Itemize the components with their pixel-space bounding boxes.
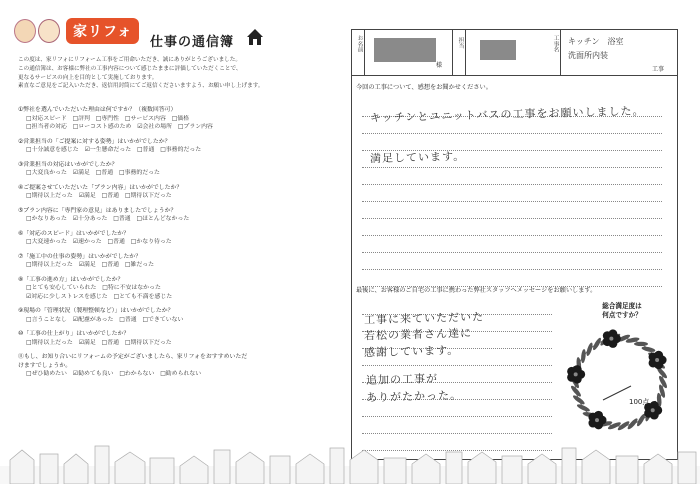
answer-options[interactable]: □期待以上だった ☑満足 □普通 □期待以下だった	[26, 339, 172, 346]
answer-options[interactable]: □期待以上だった ☑満足 □普通 □期待以下だった	[26, 193, 172, 199]
answer-options[interactable]: □期待以上だった ☑満足 □普通 □雑だった	[26, 262, 155, 268]
answer-options[interactable]: □かなりあった ☑十分あった □普通 □ほとんどなかった	[26, 216, 190, 222]
rating-value: 100点	[629, 398, 650, 406]
section1-comment-2: 満足しています。	[369, 149, 466, 166]
rating-title-line-1: 総合満足度は	[602, 302, 642, 310]
answer-options[interactable]: □大変良かった ☑満足 □普通 □事務的だった	[26, 170, 160, 176]
answer-options[interactable]: □対応スピード □評判 □専門性 □サービス内容 □価格 □担当者の対応 □ローコスト感のため ☑会社の場所 □プラン内容	[26, 115, 213, 130]
question-2	[18, 138, 338, 155]
wreath-leaf	[641, 346, 656, 353]
wreath-flower	[588, 411, 606, 430]
logo-text: 家リフォ	[66, 18, 139, 44]
page-title: 仕事の通信簿	[150, 35, 235, 50]
question-text: ⑧「工事の進め方」はいかがでしたか？	[18, 276, 124, 283]
section2-msg-2: 若松の業者さん達に	[363, 326, 473, 343]
section2-msg-5: ありがたかった。	[365, 388, 463, 405]
question-text: ②営業担当の「ご提案に対する姿勢」はいかがでしたか？	[18, 138, 171, 145]
redacted-staff	[480, 40, 516, 60]
rating-slash	[603, 386, 631, 400]
question-text: ⑤プラン内容に「専門家の意見」はありましたでしょうか？	[18, 207, 177, 214]
section1-comment-1: キッチンとユニットバスの工事をお願いしました。	[369, 104, 645, 125]
question-text: ⑪もし、お知り合いにリフォームの予定がございましたら、家リフォをおすすめいただ けますでしょうか。	[18, 354, 248, 369]
townscape-footer	[0, 436, 700, 484]
wreath-leaf	[576, 403, 591, 413]
section2-prompt: 最後に、お客様のご自宅の工事に携わった弊社スタッフへメッセージをお願いします。	[356, 287, 597, 294]
rating-title	[577, 302, 667, 320]
company-logo	[14, 14, 154, 48]
question-8	[18, 276, 338, 302]
section1-lines	[362, 100, 662, 287]
tanto-label: 担当	[457, 37, 463, 49]
answer-options[interactable]: □ぜひ勧めたい ☑勧めても良い □わからない □勧められない	[26, 371, 202, 377]
wreath-leaf	[580, 349, 586, 363]
section2-msg-3: 感謝しています。	[363, 343, 460, 360]
name-label: お名前	[356, 35, 362, 53]
question-text: ③営業担当の対応はいかがでしたか？	[18, 161, 118, 168]
redacted-name	[374, 38, 436, 62]
customer-header	[352, 30, 677, 76]
question-10	[18, 330, 338, 347]
question-text: ⑨現場の「管理状況（製理整頓など）」はいかがでしたか？	[18, 308, 174, 314]
mascot-icon	[14, 19, 36, 43]
answer-options[interactable]: □十分誠意を感じた ☑一生懸命だった □普通 □事務的だった	[26, 147, 202, 153]
question-text: ⑥「対応のスピード」はいかがでしたか？	[18, 230, 130, 237]
question-text: ⑩「工事の仕上がり」はいかがでしたか？	[18, 331, 130, 337]
house-icon	[246, 28, 264, 46]
wreath-flowers	[567, 329, 666, 429]
answer-options[interactable]: □言うことなし ☑配慮があった □普通 □できていない	[26, 316, 184, 323]
answer-options[interactable]: □大変速かった ☑速かった □普通 □かなり待った	[26, 239, 172, 245]
intro-text: この度は、家リフォにリフォーム工事をご用命いただき、誠にありがとうございました。 この通信簿は、お客様に弊社の工事内容について感じたままに評価していただくことで、 更なるサービスの向上を目的として実施しております。 素直なご意見をご記入いただき、返信用封筒にてご返信くださいますよう、お願い申し上げます。	[18, 57, 264, 90]
wreath-leaf	[585, 342, 594, 357]
wreath-flower	[567, 365, 585, 384]
question-5	[18, 207, 338, 224]
answer-options[interactable]: □とても安心していられた □特に不安はなかった ☑対応に少しストレスを感じた □とても不満を感じた	[26, 285, 173, 300]
question-7	[18, 253, 338, 270]
question-6	[18, 230, 338, 247]
question-4	[18, 184, 338, 201]
sama-label: 様	[436, 62, 443, 69]
question-9	[18, 307, 338, 324]
mascot-icon	[38, 19, 60, 43]
question-3	[18, 161, 338, 178]
section2-msg-1: 工事に来ていただいた	[363, 310, 485, 327]
section2-msg-4: 追加の工事が	[365, 372, 439, 387]
question-11	[18, 353, 338, 379]
question-text: ⑦「施工中の仕事の姿勢」はいかがでしたか？	[18, 253, 142, 260]
question-text: ④ご提案させていただいた「プラン内容」はいかがでしたか？	[18, 184, 183, 191]
koji-value-1: キッチン 浴室	[568, 37, 624, 46]
koji-label: 工事名	[552, 35, 558, 53]
question-1	[18, 106, 338, 132]
koji-value-2: 洗面所内装	[568, 51, 608, 60]
wreath-flower	[603, 329, 621, 348]
rating-title-line-2: 何点ですか？	[602, 311, 642, 319]
wreath-rating	[557, 320, 681, 444]
section1-prompt: 今回の工事について、感想をお聞かせください。	[356, 84, 492, 91]
koji-suffix: 工事	[652, 66, 665, 73]
wreath-leaf	[634, 342, 648, 346]
question-text: ①弊社を選んでいただいた理由は何ですか？（複数回答可）	[18, 107, 177, 113]
